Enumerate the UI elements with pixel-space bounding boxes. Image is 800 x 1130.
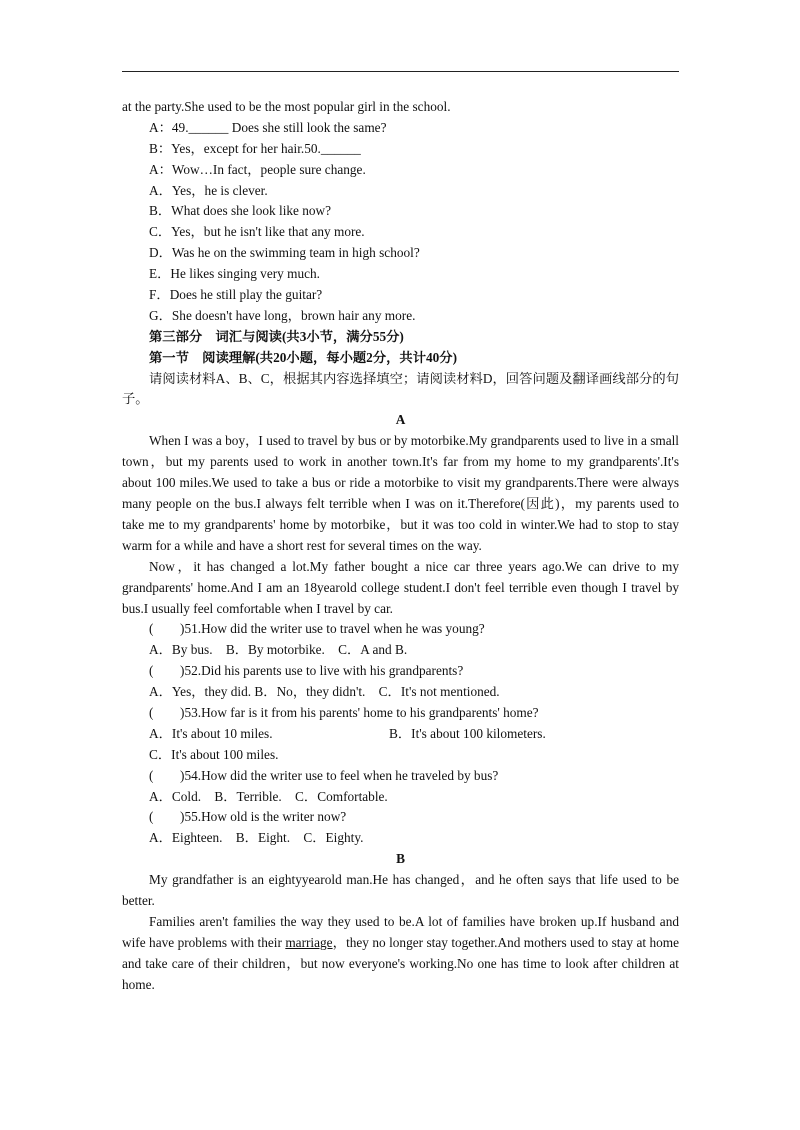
option-line: A．Yes，he is clever. [149, 182, 268, 198]
option-line: C．Yes，but he isn't like that any more. [149, 224, 365, 240]
passage-a-paragraph-2: Now，it has changed a lot.My father bought a nice car three years ago.We can drive to my grandparents' home.And I am an 18yearold college student.I don't feel terrible even though I travel by bus.I usually feel comfortable when I travel by car. [122, 558, 679, 616]
option-line: B．What does she look like now? [149, 203, 332, 219]
question-51-options: A．By bus. B．By motorbike. C．A and B. [149, 642, 408, 658]
option-line: D．Was he on the swimming team in high school? [149, 245, 420, 261]
dialogue-line: at the party.She used to be the most popular girl in the school. [122, 99, 451, 114]
subsection-title: 第一节 阅读理解(共20小题，每小题2分，共计40分) [149, 349, 458, 365]
passage-a-paragraph-1: When I was a boy，I used to travel by bus or by motorbike.My grandparents used to live in a small town，but my parents used to work in another town.It's far from my home to my grandparents'.It's about 100 miles.We used to take a bus or ride a motorbike to visit my grandparents.There were always many people on the bus.I always felt terrible when I was on it.Therefore(因此)，my parents used to take me to my grandparents' home by motorbike，but it was too cold in winter.We had to stop to stay warm for a while and have a short rest for several times on the way. [122, 433, 679, 553]
passage-b-label: B [396, 851, 405, 867]
option-line: F．Does he still play the guitar? [149, 287, 323, 303]
question-53-options-row [122, 724, 679, 745]
option-line: E．He likes singing very much. [149, 266, 320, 282]
passage-b-paragraph-1: My grandfather is an eightyyearold man.He has changed，and he often says that life used to be better. [122, 872, 679, 909]
question-52-options: A．Yes，they did. B．No，they didn't. C．It's not mentioned. [149, 684, 500, 700]
dialogue-line: B：Yes，except for her hair.50.______ [149, 140, 361, 156]
question-55: ( )55.How old is the writer now? [149, 809, 347, 825]
underlined-word: marriage [285, 934, 333, 950]
question-51: ( )51.How did the writer use to travel when he was young? [149, 621, 485, 637]
question-54-options: A．Cold. B．Terrible. C．Comfortable. [149, 788, 388, 804]
dialogue-line: A：49.______ Does she still look the same? [149, 119, 387, 135]
question-53: ( )53.How far is it from his parents' home to his grandparents' home? [149, 705, 539, 720]
option-line: G．She doesn't have long，brown hair any more. [149, 307, 416, 323]
question-52: ( )52.Did his parents use to live with his grandparents? [149, 663, 464, 679]
question-53-option-a: A．It's about 10 miles. [149, 725, 273, 741]
question-54: ( )54.How did the writer use to feel when he traveled by bus? [149, 767, 499, 783]
page-content [122, 97, 679, 996]
question-53-option-c: C．It's about 100 miles. [149, 746, 279, 762]
section-title: 第三部分 词汇与阅读(共3小节，满分55分) [149, 328, 404, 344]
question-53-option-b: B．It's about 100 kilometers. [389, 725, 546, 741]
passage-a-label: A [395, 412, 406, 428]
passage-b-paragraph-2 [122, 912, 679, 996]
dialogue-line: A：Wow…In fact，people sure change. [149, 161, 366, 177]
header-rule [122, 71, 679, 72]
question-55-options: A．Eighteen. B．Eight. C．Eighty. [149, 830, 364, 846]
passage-b-text: Families aren't families the way they used to be.A lot of families have broken up.If husband and wife have problems with their [122, 913, 679, 950]
passage-b-text: ，they no longer stay together.And mothers used to stay at home and take care of their children，but now everyone's working.No one has time to look after children at home. [122, 934, 679, 992]
instructions: 请阅读材料A、B、C，根据其内容选择填空；请阅读材料D，回答问题及翻译画线部分的句子。 [122, 370, 679, 407]
